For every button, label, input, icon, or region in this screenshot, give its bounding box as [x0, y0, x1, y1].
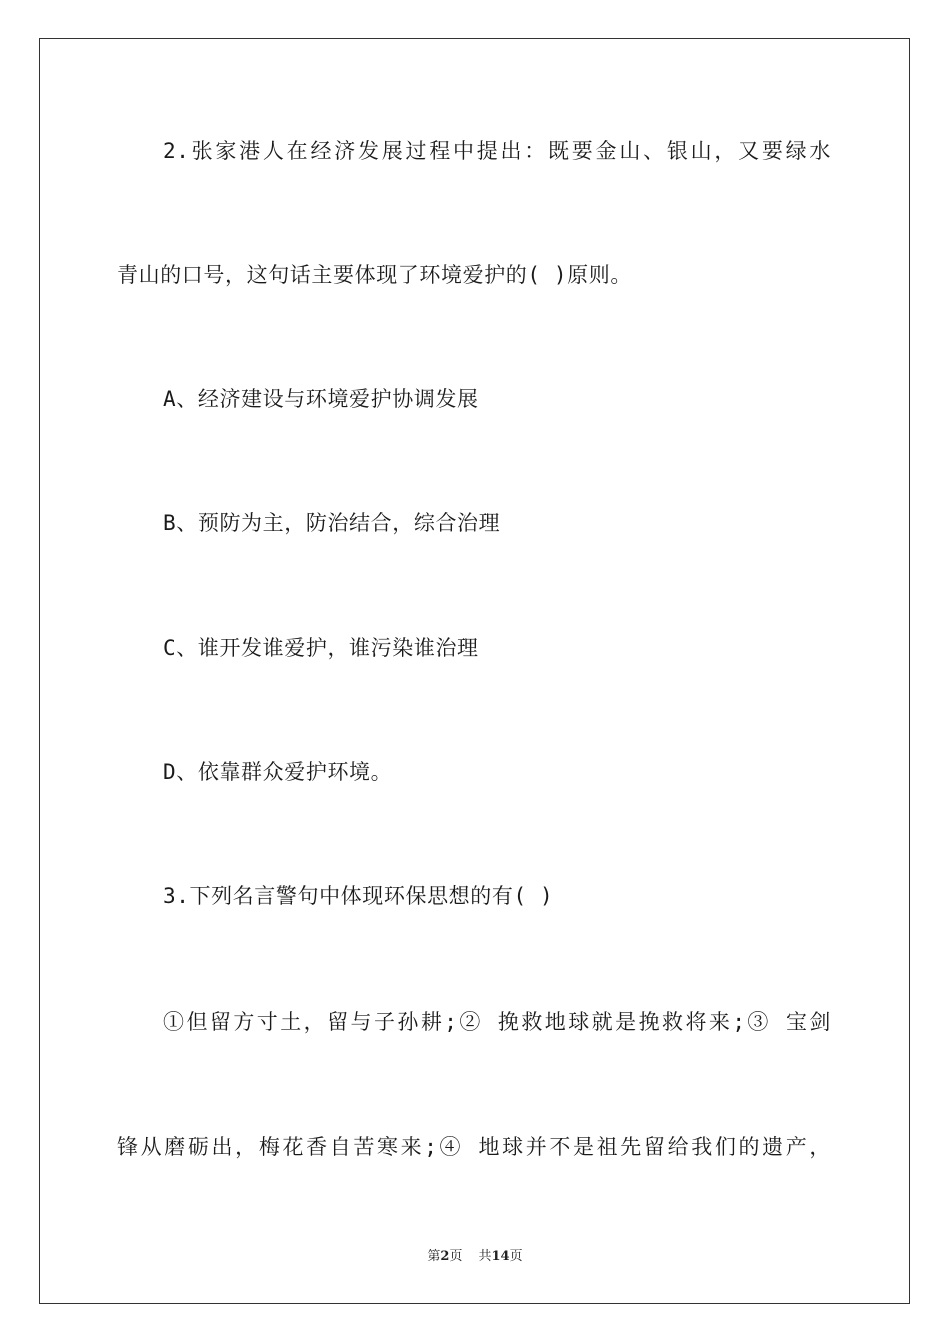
question-3-line-3: 锋从磨砺出，梅花香自苦寒来;④ 地球并不是祖先留给我们的遗产， — [117, 1135, 831, 1159]
option-a: A、经济建设与环境爱护协调发展 — [163, 387, 479, 411]
question-3-line-1: 3.下列名言警句中体现环保思想的有( ) — [163, 884, 554, 908]
option-d: D、依靠群众爱护环境。 — [163, 760, 393, 784]
question-2-line-1: 2.张家港人在经济发展过程中提出：既要金山、银山，又要绿水 — [163, 139, 831, 163]
page-footer — [0, 1248, 950, 1266]
question-2-line-2: 青山的口号，这句话主要体现了环境爱护的( )原则。 — [117, 263, 632, 287]
page-frame — [39, 38, 910, 1304]
total-prefix: 共 — [478, 1249, 492, 1264]
page-suffix: 页 — [449, 1249, 463, 1264]
current-page-number: 2 — [440, 1249, 450, 1264]
total-suffix: 页 — [509, 1249, 523, 1264]
total-page-count: 14 — [491, 1249, 510, 1264]
option-c: C、谁开发谁爱护，谁污染谁治理 — [163, 636, 479, 660]
page-prefix: 第 — [427, 1249, 441, 1264]
question-3-line-2: ①但留方寸土，留与子孙耕;② 挽救地球就是挽救将来;③ 宝剑 — [163, 1010, 831, 1034]
option-b: B、预防为主，防治结合，综合治理 — [163, 511, 501, 535]
